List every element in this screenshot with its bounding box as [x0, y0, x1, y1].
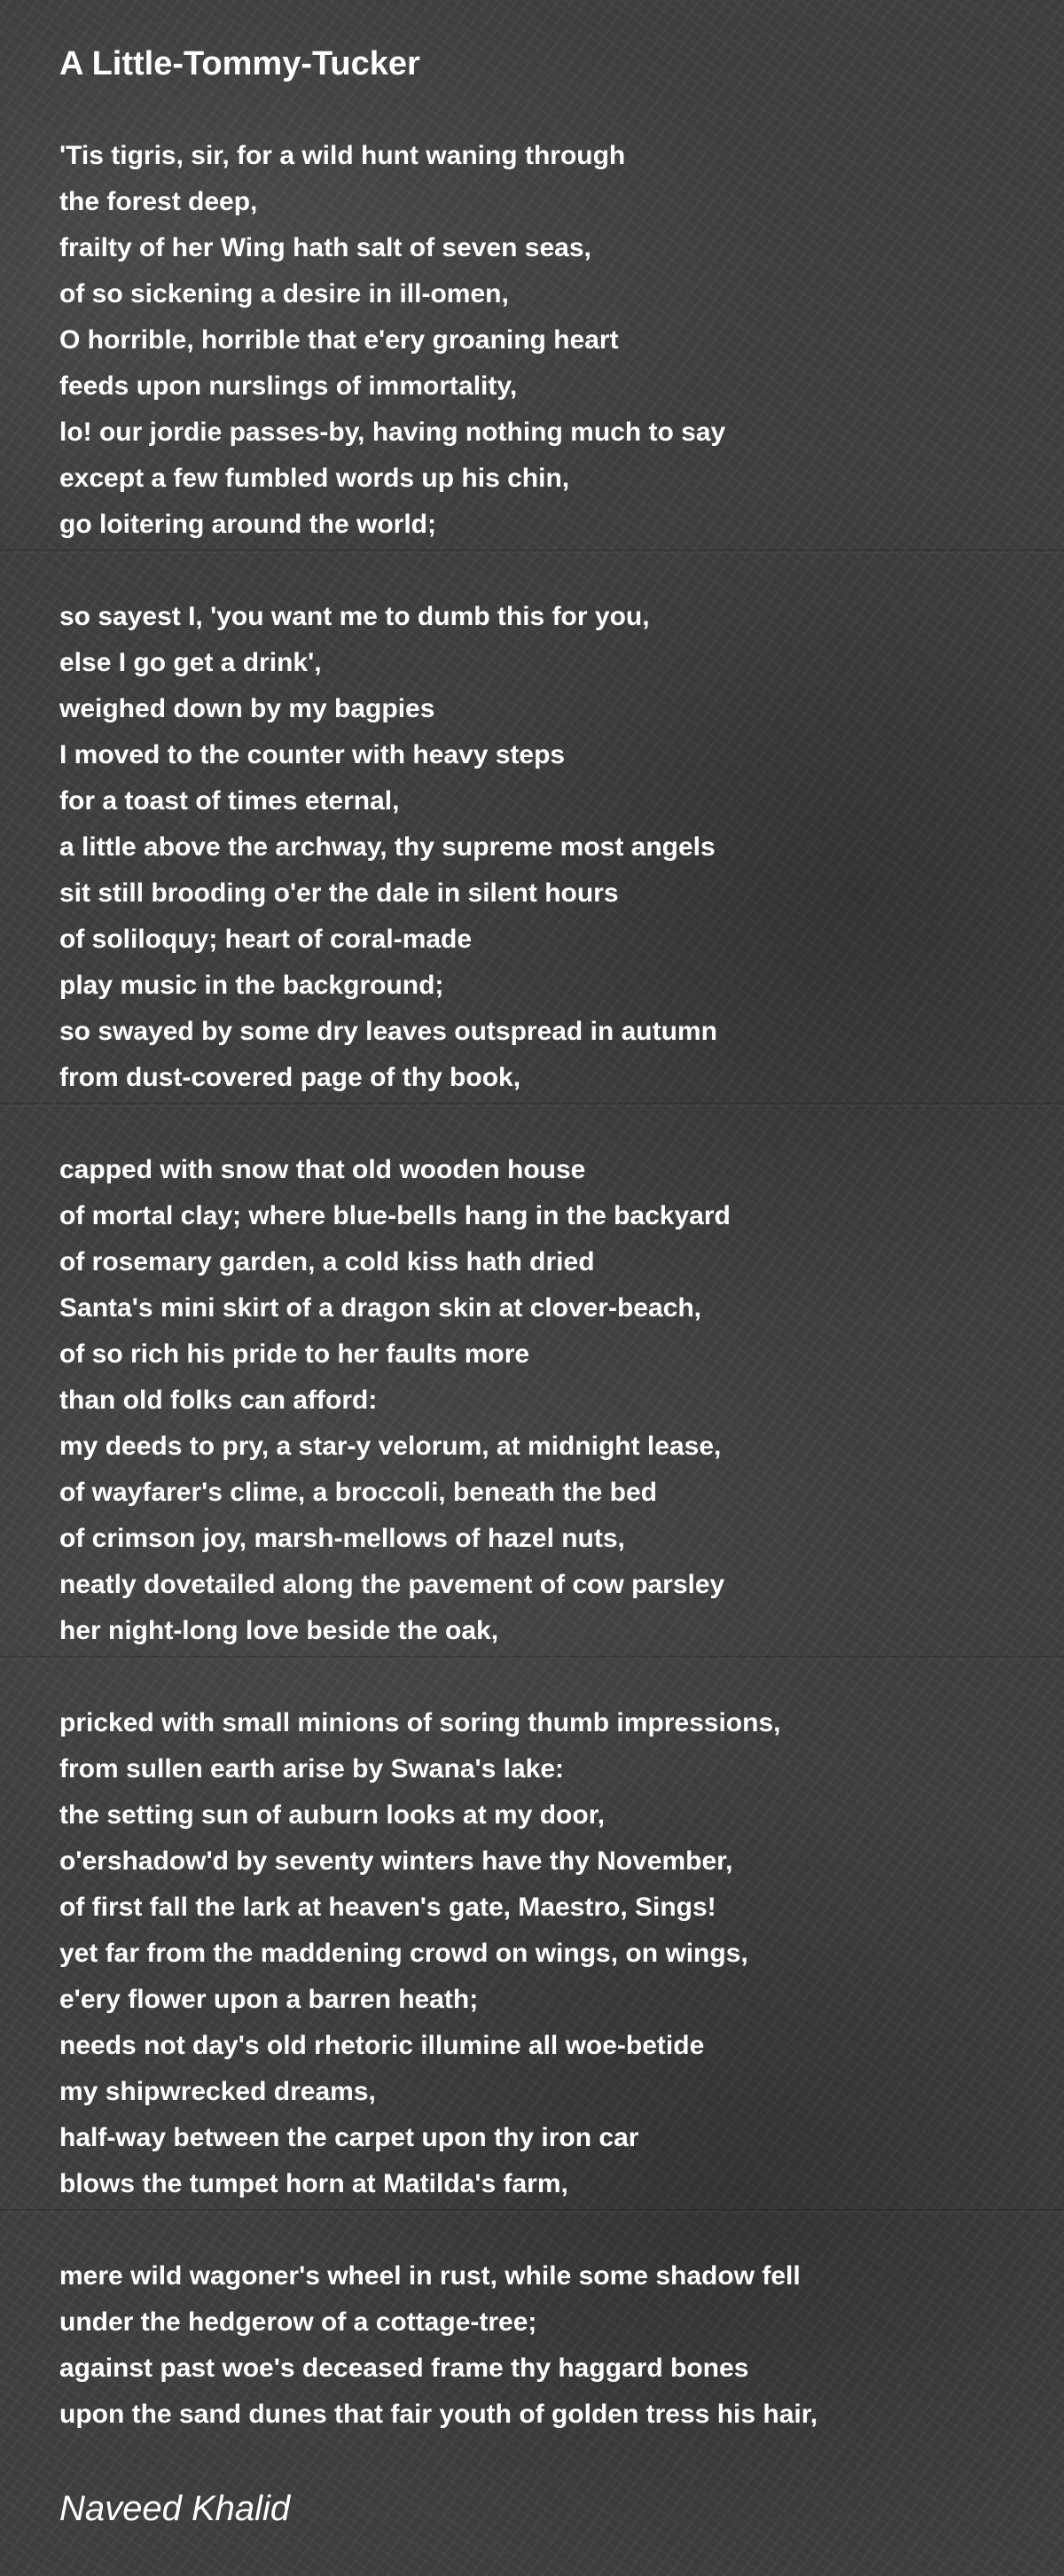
poem-line: so sayest I, 'you want me to dumb this for you,: [59, 602, 650, 631]
poem-line: a little above the archway, thy supreme most angels: [59, 832, 716, 862]
poem-line: from sullen earth arise by Swana's lake:: [59, 1754, 565, 1784]
poem-line: play music in the background;: [59, 971, 444, 1000]
poem-line: sit still brooding o'er the dale in silent hours: [59, 878, 619, 908]
poem-line: against past woe's deceased frame thy haggard bones: [59, 2354, 749, 2383]
poem-line: of first fall the lark at heaven's gate, Maestro, Sings!: [59, 1893, 716, 1922]
poem-line: of so sickening a desire in ill-omen,: [59, 279, 509, 308]
poem-line: so swayed by some dry leaves outspread in autumn: [59, 1017, 717, 1046]
stanza-3: [59, 1147, 731, 1654]
poem-line: for a toast of times eternal,: [59, 786, 400, 816]
poem-line: e'ery flower upon a barren heath;: [59, 1985, 479, 2014]
poem-line: else I go get a drink',: [59, 648, 322, 677]
poem-line: under the hedgerow of a cottage-tree;: [59, 2307, 537, 2337]
poem-line: mere wild wagoner's wheel in rust, while some shadow fell: [59, 2261, 801, 2291]
poem-line: pricked with small minions of soring thumb impressions,: [59, 1708, 781, 1737]
poem-line: feeds upon nurslings of immortality,: [59, 371, 518, 401]
poem-line: o'ershadow'd by seventy winters have thy November,: [59, 1846, 733, 1876]
stanza-1: [59, 133, 725, 548]
poem-line: my deeds to pry, a star-y velorum, at midnight lease,: [59, 1432, 722, 1461]
poem-line: my shipwrecked dreams,: [59, 2077, 376, 2106]
poem-line: yet far from the maddening crowd on wings, on wings,: [59, 1939, 748, 1968]
poem-line: except a few fumbled words up his chin,: [59, 464, 570, 493]
poem-line: half-way between the carpet upon thy iron car: [59, 2123, 639, 2152]
poem-line: blows the tumpet horn at Matilda's farm,: [59, 2169, 568, 2198]
poem-line: capped with snow that old wooden house: [59, 1155, 586, 1184]
author-name: Naveed Khalid: [59, 2489, 291, 2528]
poem-line: her night-long love beside the oak,: [59, 1616, 499, 1645]
poem-line: I moved to the counter with heavy steps: [59, 740, 566, 769]
poem-line: go loitering around the world;: [59, 510, 436, 539]
poem-line: the forest deep,: [59, 187, 258, 216]
poem-line: from dust-covered page of thy book,: [59, 1063, 521, 1092]
poem-line: of rosemary garden, a cold kiss hath dried: [59, 1247, 595, 1276]
poem-line: needs not day's old rhetoric illumine all woe-betide: [59, 2031, 705, 2060]
poem-line: of crimson joy, marsh-mellows of hazel nuts,: [59, 1524, 625, 1553]
poem-line: of so rich his pride to her faults more: [59, 1339, 530, 1369]
poem-line: O horrible, horrible that e'ery groaning heart: [59, 325, 619, 355]
poem-line: of mortal clay; where blue-bells hang in the backyard: [59, 1201, 731, 1230]
poem-line: weighed down by my bagpies: [59, 694, 435, 723]
poem-line: of soliloquy; heart of coral-made: [59, 925, 473, 954]
poem-line: Santa's mini skirt of a dragon skin at clover-beach,: [59, 1293, 702, 1323]
poem-title: A Little-Tommy-Tucker: [59, 45, 420, 82]
poem-line: neatly dovetailed along the pavement of cow parsley: [59, 1570, 725, 1599]
stanza-5: [59, 2253, 818, 2438]
poem-line: 'Tis tigris, sir, for a wild hunt waning through: [59, 141, 626, 170]
stanza-4: [59, 1700, 780, 2207]
stanza-2: [59, 594, 717, 1101]
poem-line: of wayfarer's clime, a broccoli, beneath the bed: [59, 1478, 658, 1507]
poem-line: upon the sand dunes that fair youth of golden tress his hair,: [59, 2400, 818, 2429]
poem-line: lo! our jordie passes-by, having nothing much to say: [59, 418, 726, 447]
poem-line: the setting sun of auburn looks at my door,: [59, 1800, 606, 1830]
poem-line: frailty of her Wing hath salt of seven seas,: [59, 233, 591, 262]
poem-line: than old folks can afford:: [59, 1386, 378, 1415]
